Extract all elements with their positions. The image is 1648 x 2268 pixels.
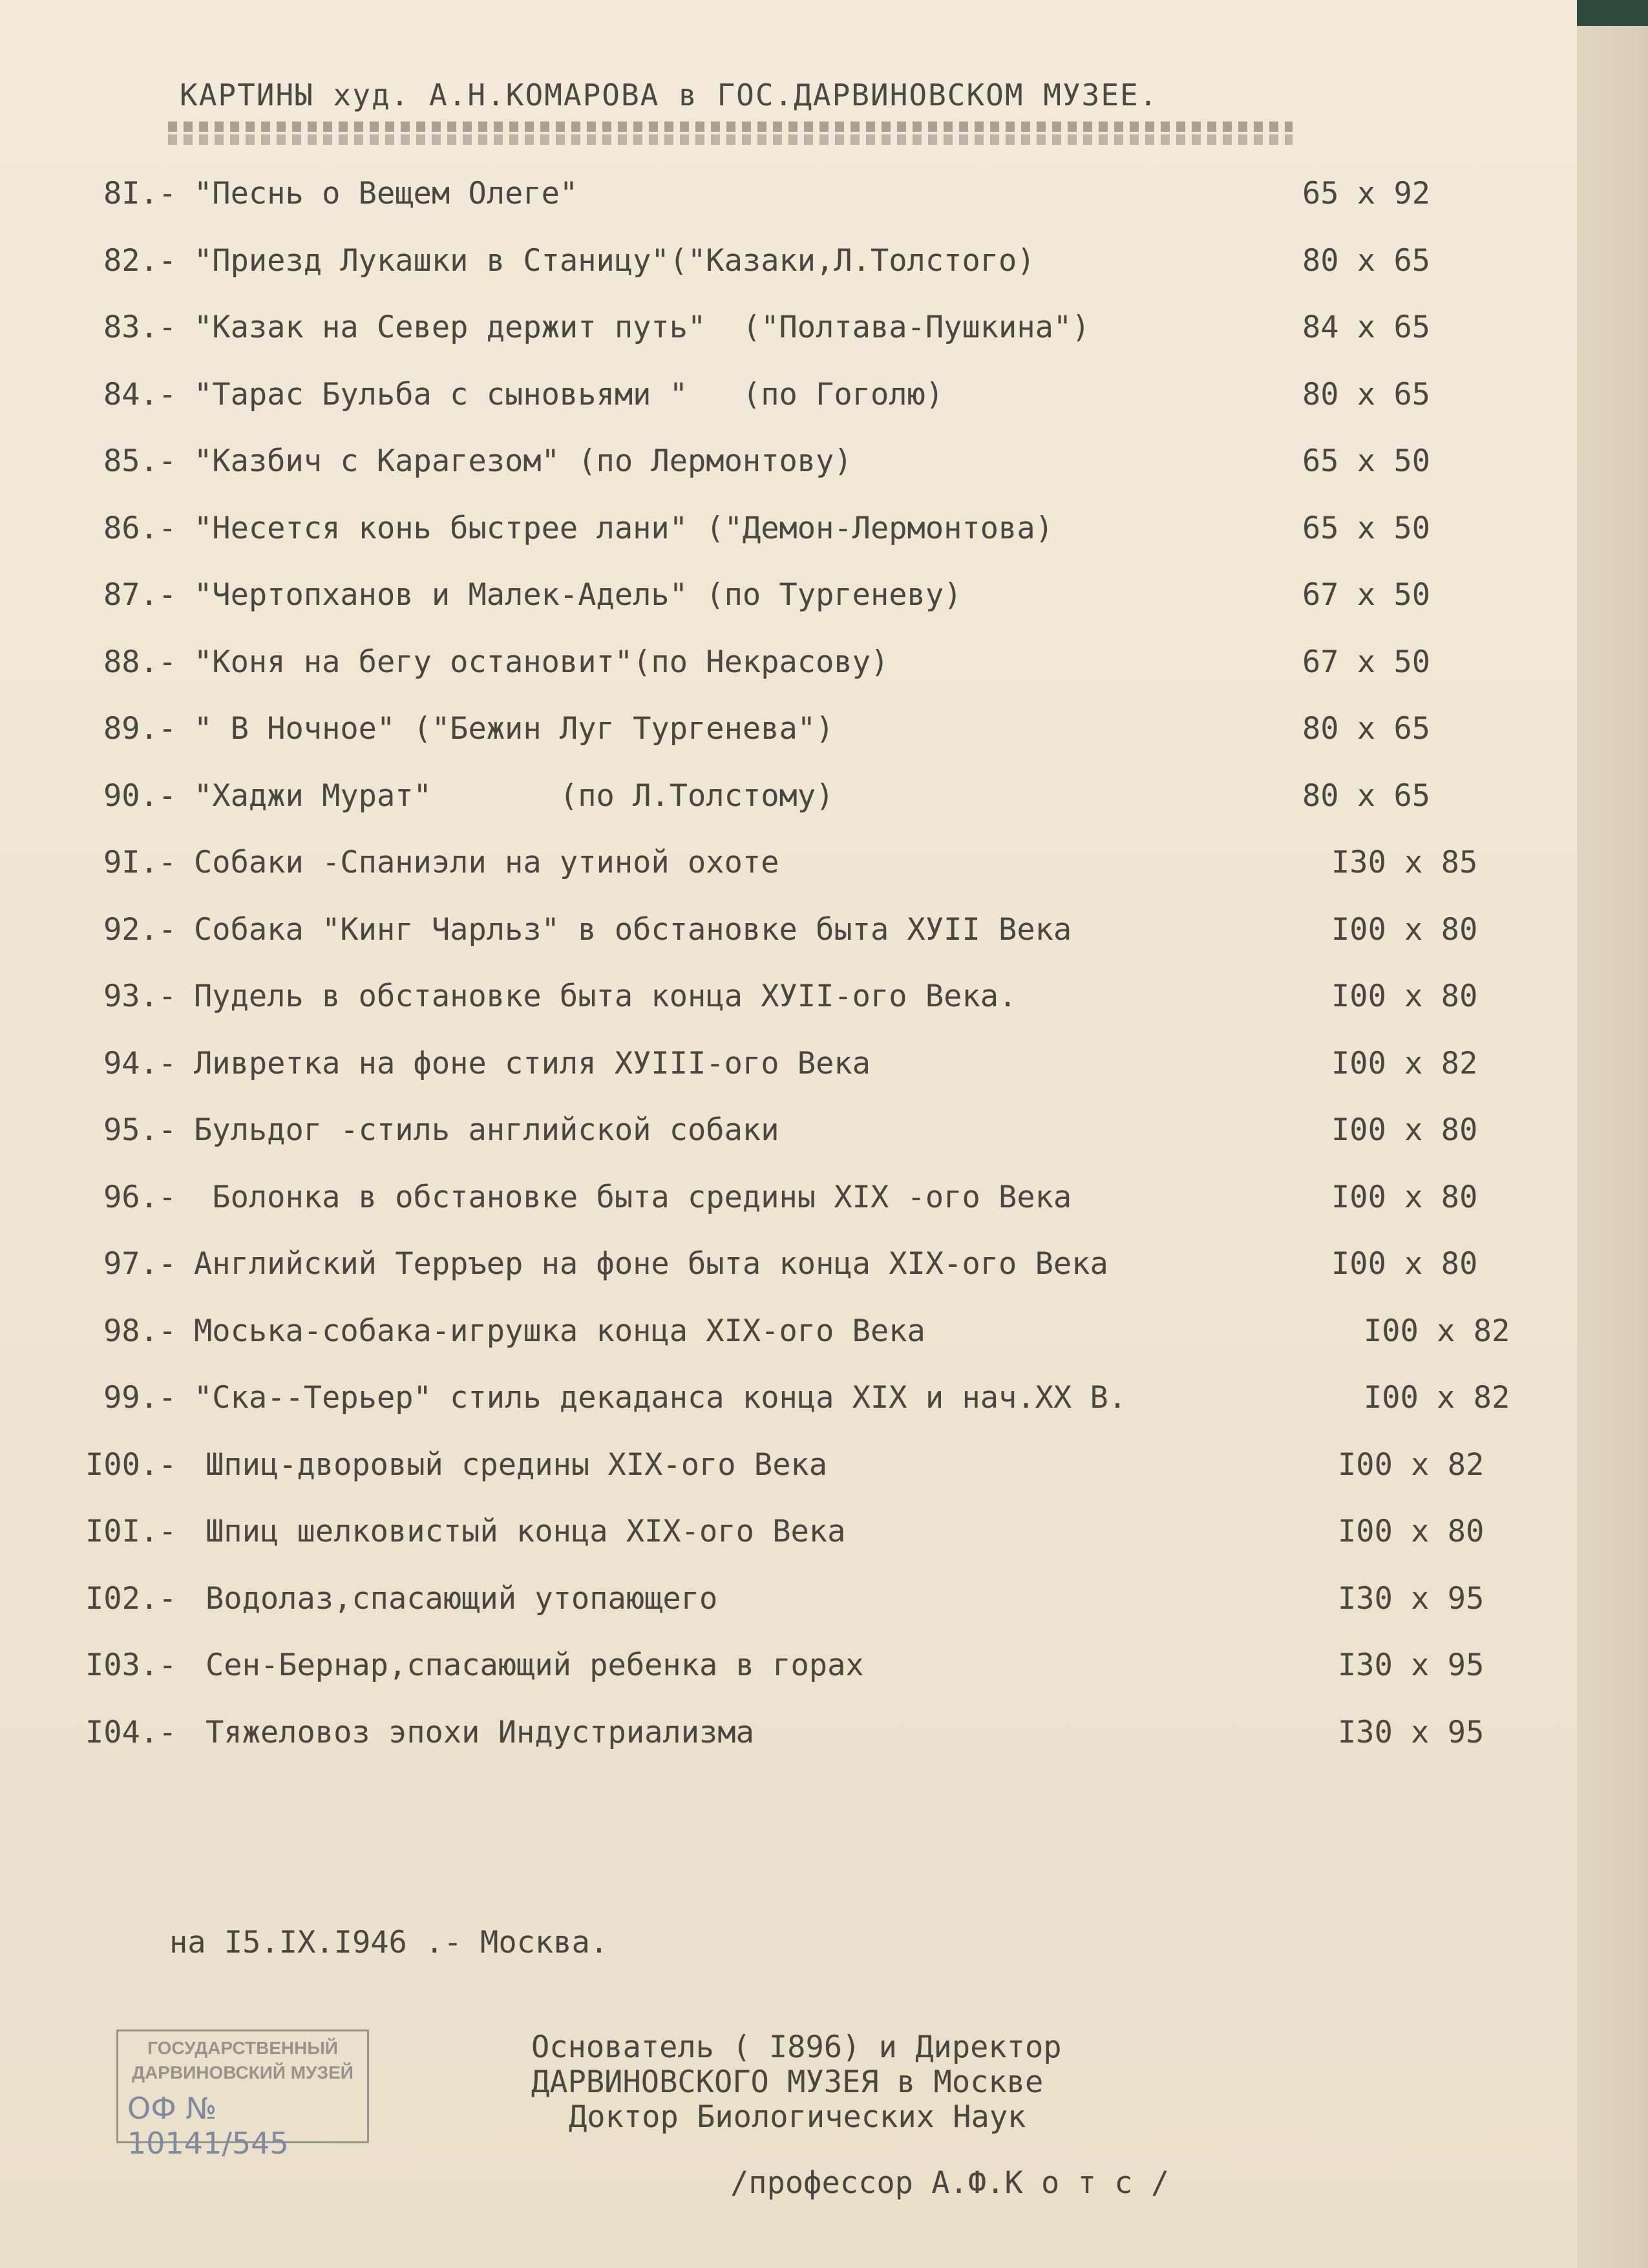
entry-dimensions: I30 х 85 <box>1331 845 1478 880</box>
entry-dimensions: 65 х 50 <box>1302 511 1431 546</box>
entry-number: 8I.- <box>103 176 177 211</box>
entry-dimensions: 67 х 50 <box>1302 577 1431 613</box>
entry-dimensions: 80 х 65 <box>1302 243 1431 279</box>
entry-number: I02.- <box>85 1581 177 1616</box>
painting-entry <box>0 1313 1577 1352</box>
entry-title: Собаки -Спаниэли на утиной охоте <box>194 845 779 880</box>
entry-title: Моська-собака-игрушка конца XIX-ого Века <box>194 1313 925 1349</box>
entry-title: Ливретка на фоне стиля ХУIII-ого Века <box>194 1046 871 1081</box>
entry-number: 95.- <box>103 1112 177 1148</box>
entry-number: 82.- <box>103 243 177 279</box>
painting-entry <box>0 912 1577 951</box>
entry-number: 85.- <box>103 443 177 479</box>
entry-number: 83.- <box>103 310 177 345</box>
entry-dimensions: I00 х 82 <box>1364 1380 1510 1415</box>
entry-title: "Несется конь быстрее лани" ("Демон-Лермонтова) <box>194 511 1053 546</box>
painting-entry <box>0 1112 1577 1151</box>
entry-title: Шпиц шелковистый конца XIX-ого Века <box>206 1514 846 1549</box>
date-line: на I5.IX.I946 .- Москва. <box>169 1925 609 1960</box>
entry-title: Пудель в обстановке быта конца ХУII-ого Века. <box>194 979 1017 1014</box>
entry-dimensions: 65 х 92 <box>1302 176 1431 211</box>
entry-dimensions: I00 х 80 <box>1331 979 1478 1014</box>
entry-title: Тяжеловоз эпохи Индустриализма <box>206 1715 754 1750</box>
signature-name: /профессор А.Ф.К о т с / <box>730 2165 1170 2201</box>
entry-dimensions: I00 х 80 <box>1331 1180 1478 1215</box>
title-underline <box>168 122 1293 132</box>
entry-number: I00.- <box>85 1447 177 1483</box>
signature-line-2: ДАРВИНОВСКОГО МУЗЕЯ в Москве <box>531 2064 1044 2100</box>
entry-number: 88.- <box>103 644 177 680</box>
museum-stamp <box>116 2030 369 2161</box>
entry-title: Болонка в обстановке быта средины XIX -ого Века <box>194 1180 1072 1215</box>
entry-title: "Коня на бегу остановит"(по Некрасову) <box>194 644 889 680</box>
painting-entry <box>0 711 1577 750</box>
entry-number: 89.- <box>103 711 177 747</box>
entry-number: 92.- <box>103 912 177 948</box>
painting-entry <box>0 176 1577 215</box>
painting-entry <box>0 511 1577 549</box>
entry-title: Водолаз,спасающий утопающего <box>206 1581 718 1616</box>
painting-entry <box>0 1046 1577 1085</box>
entry-title: "Песнь о Вещем Олеге" <box>194 176 578 211</box>
entry-dimensions: 80 х 65 <box>1302 711 1431 747</box>
entry-dimensions: 80 х 65 <box>1302 377 1431 412</box>
entry-title: Бульдог -стиль английской собаки <box>194 1112 779 1148</box>
entry-title: "Ска--Терьер" стиль декаданса конца XIX и нач.XX В. <box>194 1380 1127 1415</box>
title-underline-second <box>168 134 1293 145</box>
document-title: КАРТИНЫ худ. А.Н.КОМАРОВА в ГОС.ДАРВИНОВСКОМ МУЗЕЕ. <box>180 78 1159 112</box>
painting-entry <box>0 577 1577 616</box>
entry-number: I04.- <box>85 1715 177 1750</box>
entry-dimensions: I00 х 80 <box>1331 1112 1478 1148</box>
entry-title: "Приезд Лукашки в Станицу"("Казаки,Л.Толстого) <box>194 243 1035 279</box>
painting-entry <box>0 979 1577 1017</box>
entry-dimensions: I30 х 95 <box>1338 1648 1484 1683</box>
entry-number: 97.- <box>103 1246 177 1282</box>
entry-number: 86.- <box>103 511 177 546</box>
entry-dimensions: I00 х 82 <box>1338 1447 1484 1483</box>
painting-entry <box>0 1246 1577 1285</box>
painting-entry <box>0 377 1577 416</box>
entry-dimensions: I00 х 82 <box>1331 1046 1478 1081</box>
signature-line-3: Доктор Биологических Наук <box>569 2099 1026 2135</box>
entry-number: 96.- <box>103 1180 177 1215</box>
entry-number: 9I.- <box>103 845 177 880</box>
entry-number: I03.- <box>85 1648 177 1683</box>
stamp-line-1: ГОСУДАРСТВЕННЫЙ <box>147 2038 338 2058</box>
entry-dimensions: I00 х 82 <box>1364 1313 1510 1349</box>
painting-entry <box>0 243 1577 282</box>
entry-dimensions: I00 х 80 <box>1338 1514 1484 1549</box>
entry-dimensions: I00 х 80 <box>1331 1246 1478 1282</box>
painting-entry <box>0 1180 1577 1218</box>
entry-title: "Казак на Север держит путь" ("Полтава-Пушкина") <box>194 310 1090 345</box>
page-edge-top <box>1577 0 1648 26</box>
entry-title: Собака "Кинг Чарльз" в обстановке быта ХУII Века <box>194 912 1072 948</box>
signature-line-1: Основатель ( I896) и Директор <box>531 2030 1062 2065</box>
painting-entry <box>0 310 1577 348</box>
painting-entry <box>0 1380 1577 1419</box>
entry-dimensions: I30 х 95 <box>1338 1715 1484 1750</box>
entry-title: Сен-Бернар,спасающий ребенка в горах <box>206 1648 864 1683</box>
entry-dimensions: 84 х 65 <box>1302 310 1431 345</box>
painting-entry <box>0 443 1577 482</box>
entry-number: 99.- <box>103 1380 177 1415</box>
stamp-inventory-number: ОФ № 10141/545 <box>127 2091 289 2161</box>
entry-dimensions: I30 х 95 <box>1338 1581 1484 1616</box>
entry-title: Шпиц-дворовый средины XIX-ого Века <box>206 1447 828 1483</box>
painting-entry <box>0 644 1577 683</box>
entry-dimensions: 65 х 50 <box>1302 443 1431 479</box>
stamp-line-2: ДАРВИНОВСКИЙ МУЗЕЙ <box>132 2062 354 2083</box>
painting-entry <box>0 1648 1577 1686</box>
entry-number: 94.- <box>103 1046 177 1081</box>
entry-title: "Тарас Бульба с сыновьями " (по Гоголю) <box>194 377 944 412</box>
entry-number: 87.- <box>103 577 177 613</box>
entry-number: 98.- <box>103 1313 177 1349</box>
page-edge <box>1577 0 1648 2268</box>
entry-number: 93.- <box>103 979 177 1014</box>
entry-dimensions: 80 х 65 <box>1302 778 1431 814</box>
painting-entry <box>0 778 1577 817</box>
entry-title: "Чертопханов и Малек-Адель" (по Тургеневу) <box>194 577 962 613</box>
painting-entry <box>0 1447 1577 1486</box>
painting-entry <box>0 1715 1577 1754</box>
entry-title: "Казбич с Карагезом" (по Лермонтову) <box>194 443 852 479</box>
entry-title: Английский Терръер на фоне быта конца XIX-ого Века <box>194 1246 1108 1282</box>
entry-number: 84.- <box>103 377 177 412</box>
entry-title: "Хаджи Мурат" (по Л.Толстому) <box>194 778 834 814</box>
entry-dimensions: I00 х 80 <box>1331 912 1478 948</box>
entry-number: I0I.- <box>85 1514 177 1549</box>
painting-entry <box>0 1514 1577 1553</box>
painting-entry <box>0 845 1577 884</box>
painting-entry <box>0 1581 1577 1620</box>
entry-dimensions: 67 х 50 <box>1302 644 1431 680</box>
entry-title: " В Ночное" ("Бежин Луг Тургенева") <box>194 711 834 747</box>
entry-number: 90.- <box>103 778 177 814</box>
